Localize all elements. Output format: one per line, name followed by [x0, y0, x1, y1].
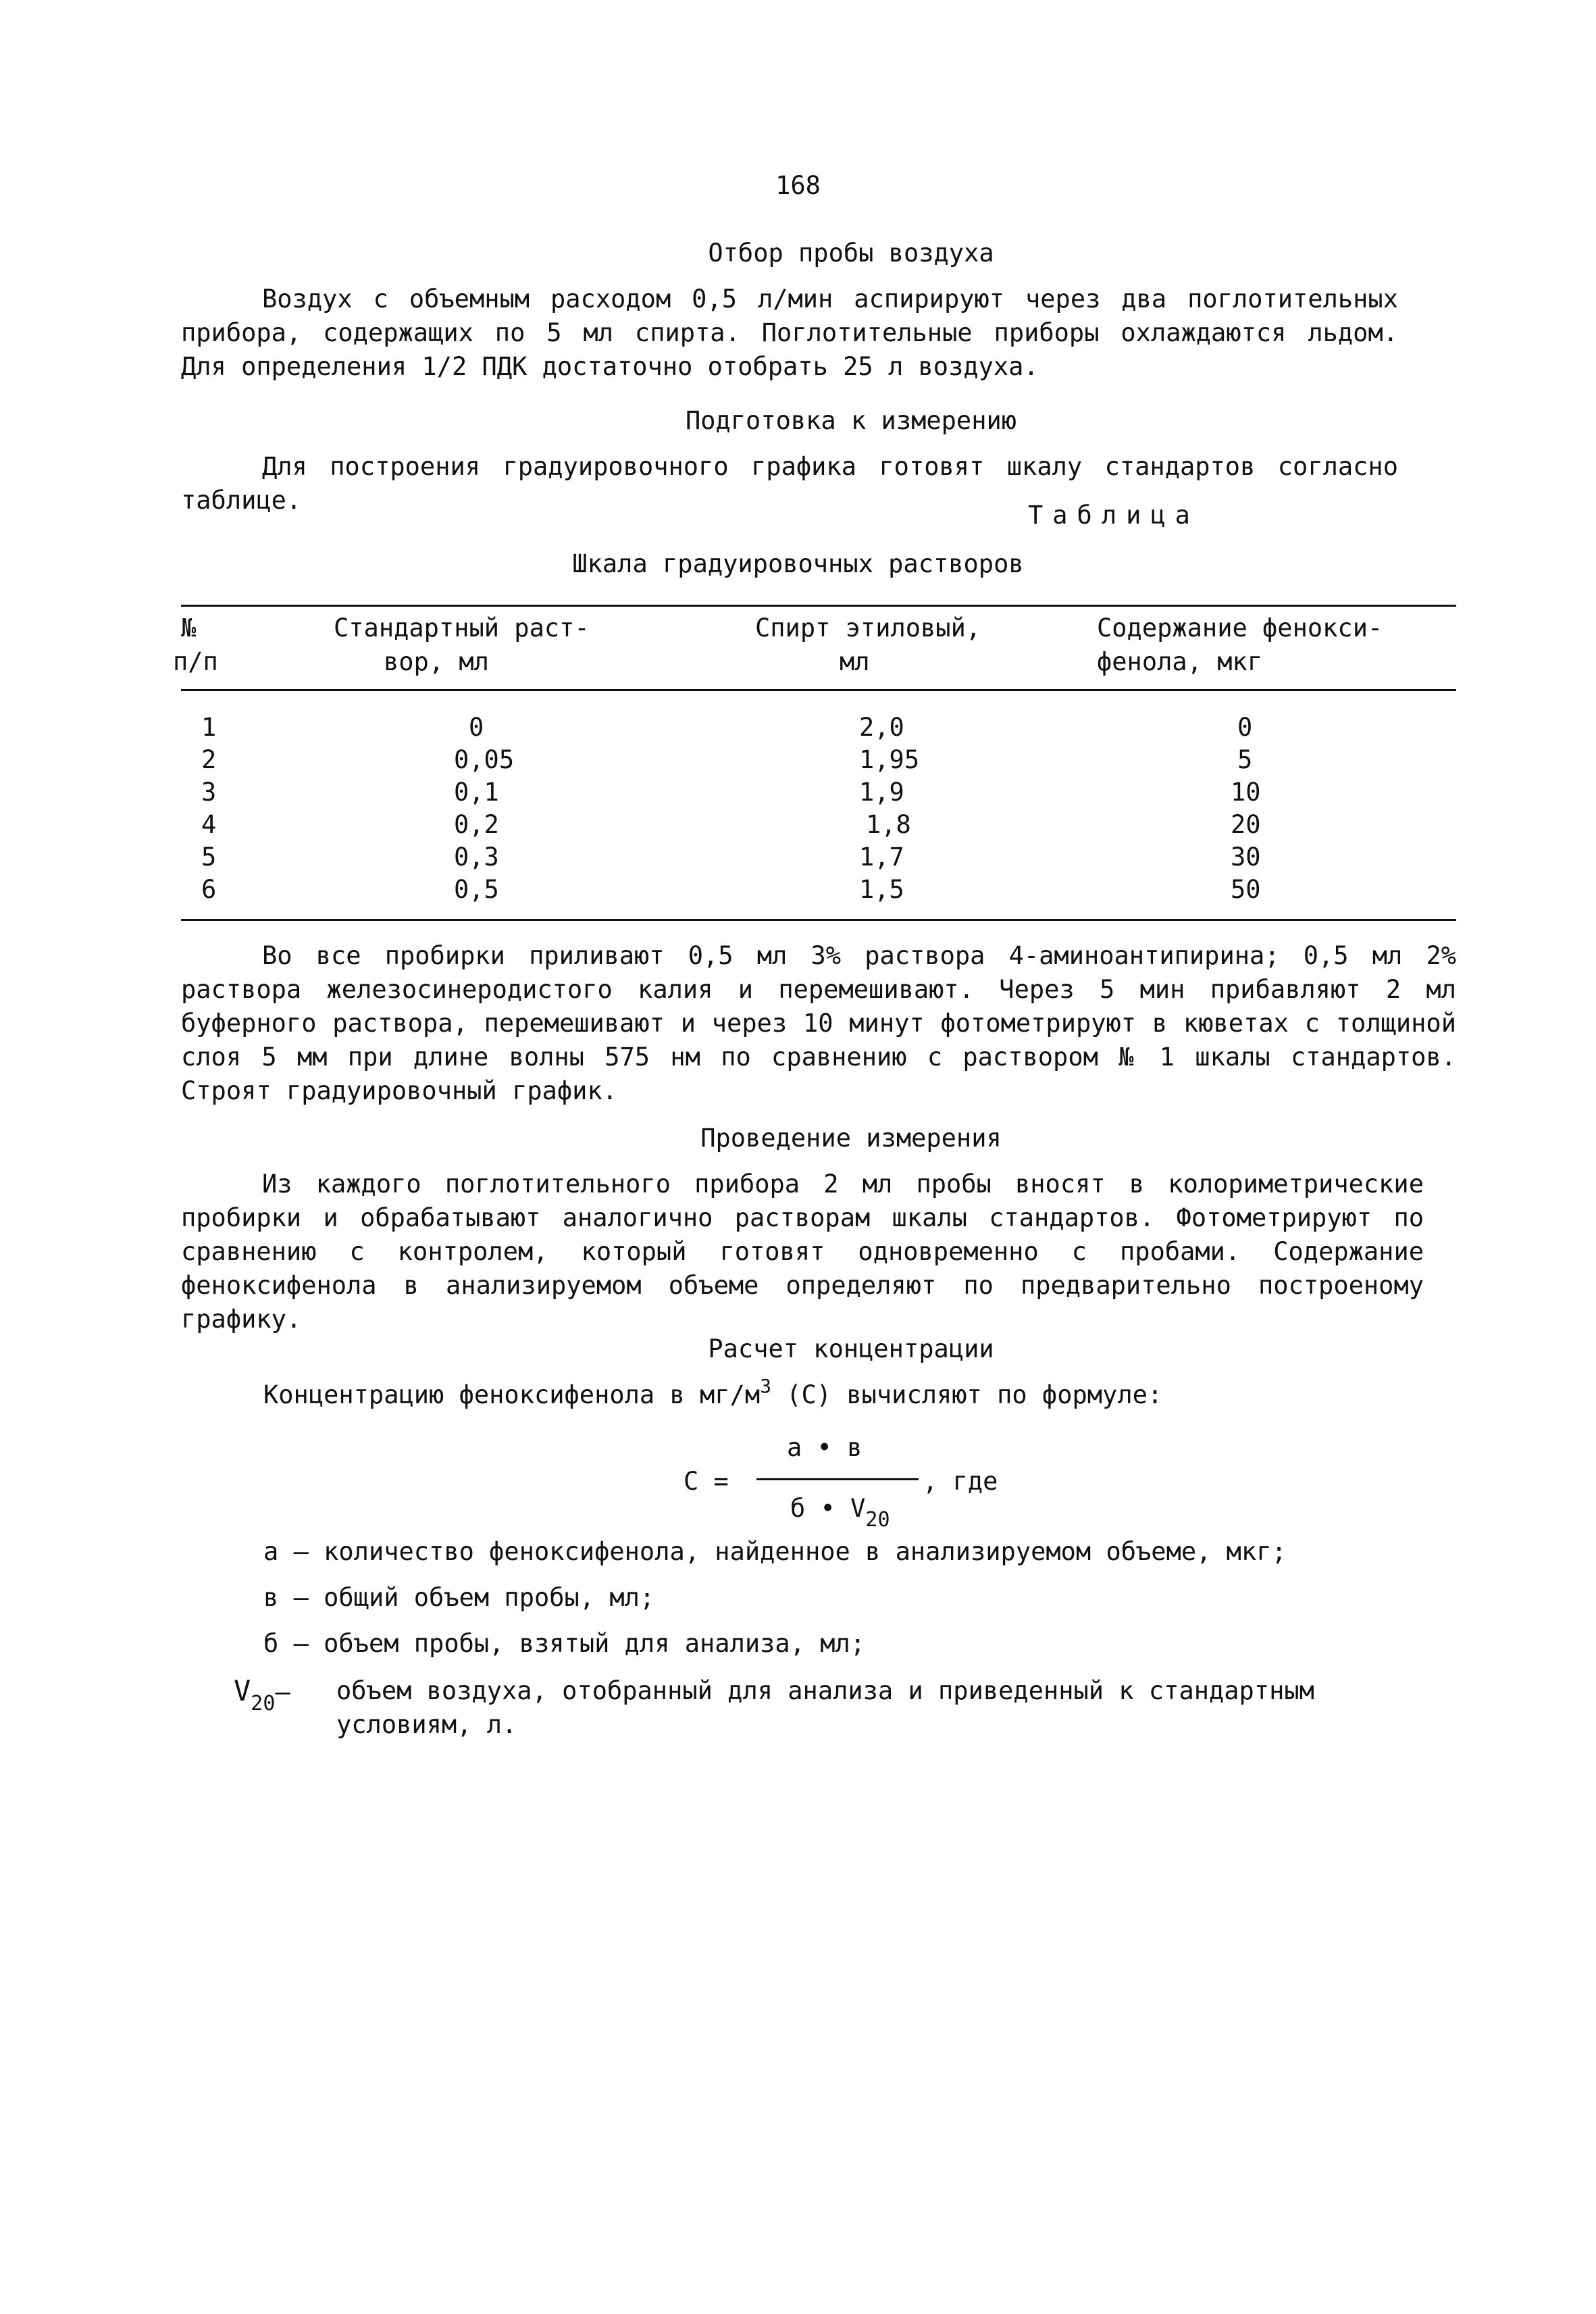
cell-num: 5	[201, 842, 217, 872]
definition-b	[263, 1627, 865, 1661]
cell-content: 50	[1231, 875, 1261, 904]
def-term: а	[263, 1537, 279, 1566]
def-text: количество феноксифенола, найденное в анализируемом объеме, мкг;	[324, 1537, 1287, 1566]
table-header	[173, 611, 1456, 686]
header-std-1: Стандартный раст-	[334, 613, 590, 643]
def-text: объем пробы, взятый для анализа, мл;	[324, 1629, 866, 1658]
table-row	[181, 808, 1456, 840]
def-text: общий объем пробы, мл;	[324, 1583, 655, 1612]
sampling-text: Воздух с объемным расходом 0,5 л/мин аспирируют через два поглотительных прибора, содержащих по 5 мл спирта. Поглотительные приборы охлаждаются льдом. Для определения 1/2 ПДК достаточно отобрать 25 л воздуха.	[181, 284, 1398, 381]
table-bottom-rule	[181, 919, 1456, 921]
cell-spirit: 1,8	[866, 810, 911, 839]
table-top-rule	[181, 605, 1456, 607]
cell-std: 0,05	[454, 745, 515, 774]
header-content-2: фенола, мкг	[1097, 647, 1263, 676]
header-num-2: п/п	[173, 647, 218, 676]
v20-term-sub: 20	[251, 1692, 276, 1715]
table-row	[181, 711, 1456, 743]
def-term: в	[263, 1583, 279, 1612]
header-content-1: Содержание фенокси-	[1097, 613, 1383, 643]
intro-before: Концентрацию феноксифенола в мг/м	[263, 1380, 761, 1409]
definition-v20-line2: условиям, л.	[336, 1710, 517, 1739]
formula-lhs: С =	[684, 1467, 729, 1496]
intro-after: (С) вычисляют по формуле:	[771, 1380, 1163, 1409]
measurement-paragraph	[181, 1167, 1424, 1336]
cell-content: 10	[1231, 778, 1261, 807]
definition-v20-term	[234, 1674, 290, 1715]
preparation-text: Для построения градуировочного графика готовят шкалу стандартов согласно таблице.	[181, 452, 1398, 515]
table-title: Шкала градуировочных растворов	[572, 549, 1024, 578]
procedure-text: Во все пробирки приливают 0,5 мл 3% раствора 4-аминоантипирина; 0,5 мл 2% раствора железосинеродистого калия и перемешивают. Через 5 мин прибавляют 2 мл буферного раствора, перемешивают и через 10 минут фотометрируют в кюветах с толщиной слоя 5 мм при длине волны 575 нм по сравнению с раствором № 1 шкалы стандартов. Строят градуировочный график.	[181, 941, 1456, 1105]
cell-spirit: 1,7	[859, 842, 904, 872]
calculation-intro	[263, 1375, 1163, 1414]
measurement-heading: Проведение измерения	[700, 1124, 1002, 1153]
table-label: Таблица	[1028, 501, 1200, 530]
definition-a	[263, 1535, 1287, 1569]
formula-fraction-line	[756, 1478, 919, 1480]
cell-spirit: 2,0	[859, 713, 904, 742]
calculation-heading: Расчет концентрации	[708, 1334, 994, 1363]
cell-std: 0,2	[454, 810, 499, 839]
header-num-1: №	[181, 613, 197, 643]
cell-std: 0,1	[454, 778, 499, 807]
v20-term: V	[234, 1674, 251, 1707]
intro-sup: 3	[760, 1375, 771, 1397]
cell-std: 0,3	[454, 842, 499, 872]
definition-v	[263, 1581, 654, 1615]
cell-num: 2	[201, 745, 217, 774]
table-row	[181, 840, 1456, 873]
cell-spirit: 1,5	[859, 875, 904, 904]
table-body	[181, 711, 1456, 905]
formula-denominator	[790, 1492, 890, 1532]
def-dash: –	[293, 1583, 309, 1612]
header-spirit-1: Спирт этиловый,	[755, 613, 981, 643]
header-std-2: вор, мл	[384, 647, 489, 676]
cell-std: 0,5	[454, 875, 499, 904]
formula-suffix: , где	[923, 1467, 998, 1496]
cell-num: 1	[201, 713, 217, 742]
table-row	[181, 873, 1456, 905]
cell-std: 0	[469, 713, 484, 742]
page-number: 168	[775, 171, 821, 200]
def-dash: –	[293, 1537, 309, 1566]
cell-content: 30	[1231, 842, 1261, 872]
cell-content: 0	[1237, 713, 1253, 742]
cell-content: 5	[1237, 745, 1253, 774]
def-term: б	[263, 1629, 279, 1658]
table-row	[181, 743, 1456, 776]
procedure-paragraph	[181, 939, 1456, 1108]
cell-content: 20	[1231, 810, 1261, 839]
denominator-main: б • V	[790, 1494, 866, 1523]
measurement-text: Из каждого поглотительного прибора 2 мл пробы вносят в колориметрические пробирки и обрабатывают аналогично растворам шкалы стандартов. Фотометрируют по сравнению с контролем, который готовят одновременно с пробами. Содержание феноксифенола в анализируемом объеме определяют по предварительно построеному графику.	[181, 1169, 1424, 1334]
definition-v20-line1: объем воздуха, отобранный для анализа и приведенный к стандартным	[336, 1676, 1314, 1705]
sampling-heading: Отбор пробы воздуха	[708, 238, 994, 268]
preparation-heading: Подготовка к измерению	[685, 406, 1017, 435]
cell-num: 6	[201, 875, 217, 904]
def-dash: –	[293, 1629, 309, 1658]
cell-num: 3	[201, 778, 217, 807]
header-spirit-2: мл	[840, 647, 870, 676]
preparation-paragraph	[181, 450, 1398, 518]
formula-numerator: а • в	[787, 1433, 863, 1462]
table-row	[181, 776, 1456, 808]
cell-num: 4	[201, 810, 217, 839]
table-header-rule	[181, 689, 1456, 691]
v20-dash: –	[275, 1678, 290, 1707]
sampling-paragraph	[181, 282, 1398, 384]
cell-spirit: 1,95	[859, 745, 920, 774]
cell-spirit: 1,9	[859, 778, 904, 807]
denominator-sub: 20	[865, 1508, 890, 1532]
